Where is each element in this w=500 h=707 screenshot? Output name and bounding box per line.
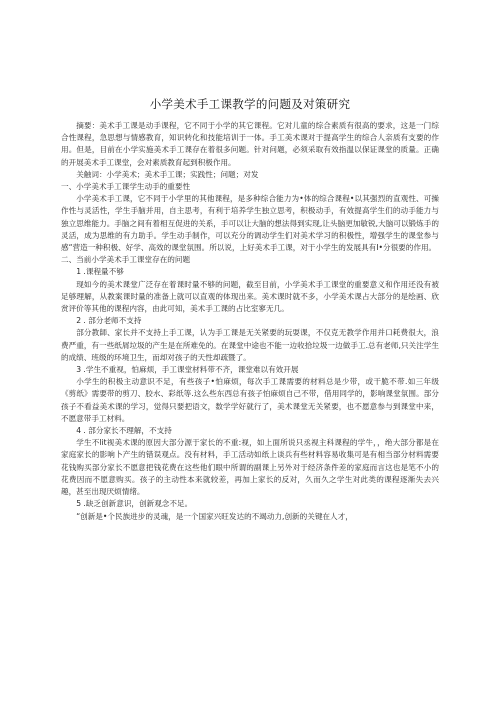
abstract: 摘要：美术手工课是动手课程，它不同于小学的其它课程。它对儿童的综合素质有很高的要求，这是一门综合性课程，急思想与情感教育，知识转化和技能培训于一体。手工美术课对于提高学生的综合人亲质有支要的作用。但是，目前在小学实施美术手工课存在着很多问题。针对问题，必须采取有效指温以保证课堂的质量。正确的开展美术手工课堂，会对素质教育起到积极作用。 [61, 121, 439, 167]
subsection-heading: 4 . 部分家长不理解，不支持 [76, 426, 172, 436]
paragraph: 学生不lit视美术课的原因大部分源于家长的不重:视，如上面所说只丞视主科课程的学牛，，绝大部分都是在家庭家长的影响卜产生的错误观点。没有材料，手工活动如纸上谈兵有些材料容易收集可是有相当部分材料需要花钱购买部分家长不愿意把钱花费在这些他们眼中所谓的副课上另外对于经济条件差的家庭而言这也是笔不小的花费因而不愿意购买。孩子的主动性本来就较差，再加上家长的反对，久而久之学生对此类的课程逐渐失去兴趣，甚至出现厌烦情绪。 [61, 438, 439, 497]
page-title: 小学美术手工课教学的问题及对策研究 [149, 97, 351, 111]
paragraph: 小学美术手工课，它不同于小学里的其他课程，是多种综合能力为•体的综合课程•以其强烈的直观性、可操作性与灵活性，学生手脑并用，自主思考，有利于培养学生独立思考，积极动手，有效提高学生们的动手能力与独立思维能力。手脑之间有着相互促进的关系，手可以让大脑的想法得到实现,让头脑更加敏锐,大脑可以锻炼手的灵活，成为思维的有力助手。学生动手制作，可以充分的调动学生们对美术学习的积极性，增强学生的课堂参与感“营造一种积极、好学、高效的课堂氛围。所以说，上好美术手工课，对于小学生的发展具有I•分很要的作用。 [61, 194, 439, 253]
keywords: 关触词：小学美术；美术手工课；实践性；问题；对发 [76, 169, 259, 179]
paragraph: 小学生的积极主动意识不足，有些孩子•怕麻烦，每次手工课需要的材料总是少带，或干脆不带.如三年级《剪纸》需要带的剪刀、胶水、彩纸等.这么些东西总有孩子怕麻烦自己不带，借用同学的，影响课堂氛围。部分孩子不看益美术课的学习，觉得只要把语文，数学学好就行了，美术课堂无关紧要，也不愿意参与到课堂中来，不愿意带手工材料。 [61, 377, 439, 423]
document-body [61, 120, 439, 523]
subsection-heading: 5 .缺乏创新意识，创新观念不足。 [76, 499, 193, 509]
subsection-heading: 2 . 部分老师不支持 [76, 316, 142, 326]
section-heading: 一、小学美术手工课学生动手的重要性 [61, 182, 191, 192]
paragraph: “创新是•个民族进步的灵魂，是一个国家兴旺发达的不竭动力,创新的关键在人才， [76, 511, 353, 521]
subsection-heading: 3 .学生不重视，怕麻烦，手工课堂材料带不齐，课堂难以有效开展 [76, 365, 299, 375]
paragraph: 现如今的美术课堂广泛存在着课时量不够的问题，截至目前，小学美术手工课堂的重要意义和作用还没有被足够理解，从教案课时量的准备上就可以直观的体现出来。美术课时就不多，小学美术课占大部分的是绘画、欣赏评价等其他的课程内容，由此可知，美术手工课的占比室寥无几。 [61, 279, 439, 314]
subsection-heading: 1 .课程量不够 [76, 267, 124, 277]
section-heading: 二、当前小学美术手工课堂存在的问题 [61, 255, 191, 265]
paragraph: 部分教師、家长并不支持上手工课，认为手工课是无关紧要的玩耍课，不仅克无教学作用并口耗费很大，浪费严重，有一些纸屑垃圾的产生是在所难免的。在课堂中途也不能一边收拾垃圾一边做手工.总有老师,只关注学生的成绩、班级的环境卫生，而却对孩子的天性却疏暨了。 [61, 328, 439, 362]
